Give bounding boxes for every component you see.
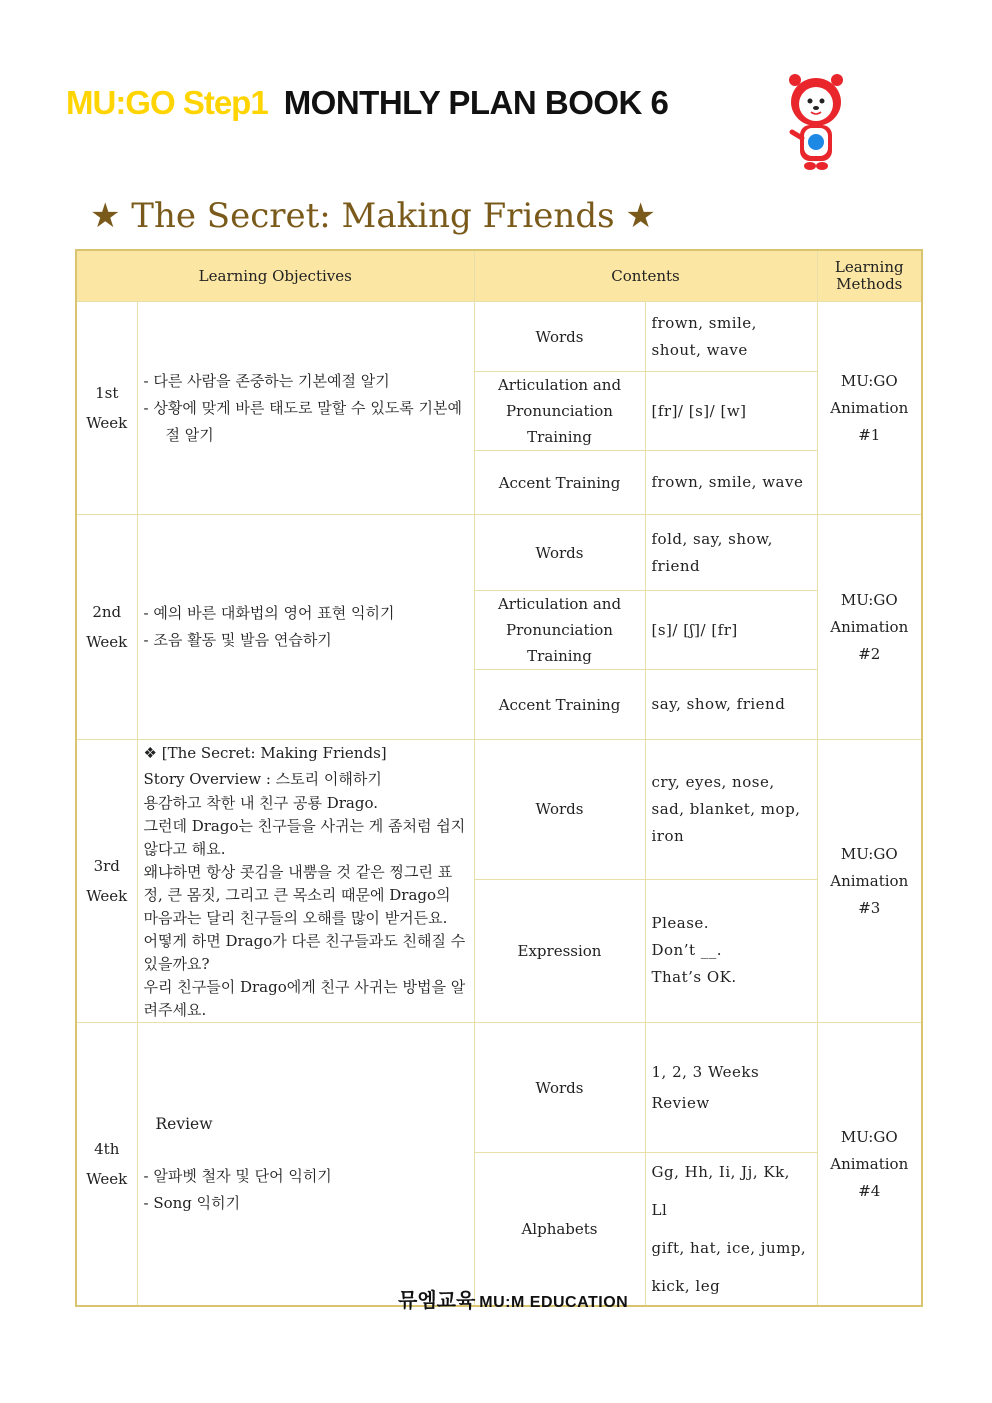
method-line: #3 — [858, 898, 881, 917]
story-line: 어떻게 하면 Drago가 다른 친구들과도 친해질 수 있을까요? — [143, 932, 466, 973]
story-line: 왜냐하면 항상 콧김을 내뿜을 것 같은 찡그린 표정, 큰 몸짓, 그리고 큰 목소리 때문에 Drago의 마음과는 달리 친구들의 오해를 많이 받거든요. — [143, 863, 453, 927]
objectives-cell — [137, 302, 474, 515]
footer-korean-logo: 뮤엠교육 — [398, 1290, 476, 1312]
content-line: 1, 2, 3 Weeks — [651, 1062, 760, 1081]
week-label — [76, 1023, 137, 1307]
content-line: gift, hat, ice, jump, — [651, 1239, 807, 1257]
week-number: 4th — [94, 1140, 120, 1158]
category-cell: Accent Training — [474, 451, 645, 515]
content-cell: [fr]/ [s]/ [w] — [645, 372, 817, 451]
monthly-plan-table — [75, 249, 923, 1307]
objective-item: - 알파벳 철자 및 단어 익히기 — [143, 1167, 332, 1185]
category-cell: Expression — [474, 879, 645, 1022]
method-line: MU:GO — [840, 371, 898, 390]
objectives-cell — [137, 1023, 474, 1307]
method-line: MU:GO — [840, 1127, 898, 1146]
content-cell: [s]/ [ʃ]/ [fr] — [645, 591, 817, 670]
story-overview-cell — [137, 740, 474, 1023]
objective-item: - 예의 바른 대화법의 영어 표현 익히기 — [143, 604, 395, 622]
category-cell: Articulation and Pronunciation Training — [474, 372, 645, 451]
method-line: Animation — [830, 871, 909, 890]
method-cell — [817, 515, 922, 740]
method-cell — [817, 740, 922, 1023]
table-header-row — [76, 250, 922, 302]
review-label: Review — [155, 1115, 213, 1133]
header-objectives: Learning Objectives — [76, 250, 474, 302]
method-line: Animation — [830, 617, 909, 636]
objective-item: - 다른 사람을 존중하는 기본예절 알기 — [143, 371, 390, 390]
week-word: Week — [86, 414, 128, 432]
method-line: #2 — [858, 644, 881, 663]
method-line: Animation — [830, 1154, 909, 1173]
story-line: 우리 친구들이 Drago에게 친구 사귀는 방법을 알려주세요. — [143, 978, 466, 1019]
story-title: ❖ [The Secret: Making Friends] — [143, 744, 387, 762]
story-overview-heading: Story Overview : 스토리 이해하기 — [143, 770, 382, 788]
story-line: 용감하고 착한 내 친구 공룡 Drago. — [143, 794, 379, 812]
header-methods-line2: Methods — [836, 275, 903, 293]
category-cell: Alphabets — [474, 1153, 645, 1307]
category-cell: Words — [474, 515, 645, 591]
header-contents: Contents — [474, 250, 817, 302]
content-cell: fold, say, show, friend — [645, 515, 817, 591]
objective-item: - Song 익히기 — [143, 1194, 241, 1212]
category-cell: Articulation and Pronunciation Training — [474, 591, 645, 670]
week-label — [76, 515, 137, 740]
table-row — [76, 1023, 922, 1153]
footer-logo — [398, 1284, 628, 1313]
brand-title: MU:GO Step1 — [66, 84, 268, 121]
content-cell: frown, smile, shout, wave — [645, 302, 817, 372]
content-cell: frown, smile, wave — [645, 451, 817, 515]
page-header — [66, 84, 668, 122]
table-row — [76, 302, 922, 372]
objective-item: - 조음 활동 및 발음 연습하기 — [143, 631, 332, 649]
content-line: That’s OK. — [651, 968, 737, 987]
table-row — [76, 515, 922, 591]
method-line: #4 — [858, 1181, 881, 1200]
content-cell: say, show, friend — [645, 670, 817, 740]
table-row — [76, 740, 922, 880]
objective-item: - 상황에 맞게 바른 태도로 말할 수 있도록 기본예절 알기 — [143, 398, 463, 444]
category-cell: Accent Training — [474, 670, 645, 740]
header-methods-line1: Learning — [834, 258, 904, 276]
method-line: #1 — [858, 425, 881, 444]
week-label — [76, 740, 137, 1023]
footer-english-logo: MU:M EDUCATION — [479, 1294, 629, 1311]
plan-title: MONTHLY PLAN BOOK 6 — [283, 84, 669, 121]
header-methods — [817, 250, 922, 302]
content-line: kick, leg — [651, 1277, 721, 1295]
week-label — [76, 302, 137, 515]
content-cell — [645, 1153, 817, 1307]
week-word: Week — [86, 887, 128, 905]
book-subtitle: ★ The Secret: Making Friends ★ — [90, 196, 656, 236]
method-line: MU:GO — [840, 590, 898, 609]
content-cell: cry, eyes, nose, sad, blanket, mop, iron — [645, 740, 817, 880]
category-cell: Words — [474, 302, 645, 372]
method-cell — [817, 1023, 922, 1307]
content-line: Please. — [651, 914, 710, 933]
mascot-robot-illustration — [776, 70, 856, 174]
week-number: 3rd — [93, 857, 120, 875]
category-cell: Words — [474, 740, 645, 880]
method-line: Animation — [830, 398, 909, 417]
method-cell — [817, 302, 922, 515]
content-cell — [645, 1023, 817, 1153]
week-number: 2nd — [92, 603, 122, 621]
week-word: Week — [86, 633, 128, 651]
week-number: 1st — [95, 384, 119, 402]
content-line: Review — [651, 1093, 710, 1112]
story-line: 그런데 Drago는 친구들을 사귀는 게 좀처럼 쉽지 않다고 해요. — [143, 817, 466, 858]
content-line: Don’t __. — [651, 941, 723, 960]
method-line: MU:GO — [840, 844, 898, 863]
category-cell: Words — [474, 1023, 645, 1153]
content-cell — [645, 879, 817, 1022]
week-word: Week — [86, 1170, 128, 1188]
content-line: Gg, Hh, Ii, Jj, Kk, Ll — [651, 1163, 790, 1219]
objectives-cell — [137, 515, 474, 740]
